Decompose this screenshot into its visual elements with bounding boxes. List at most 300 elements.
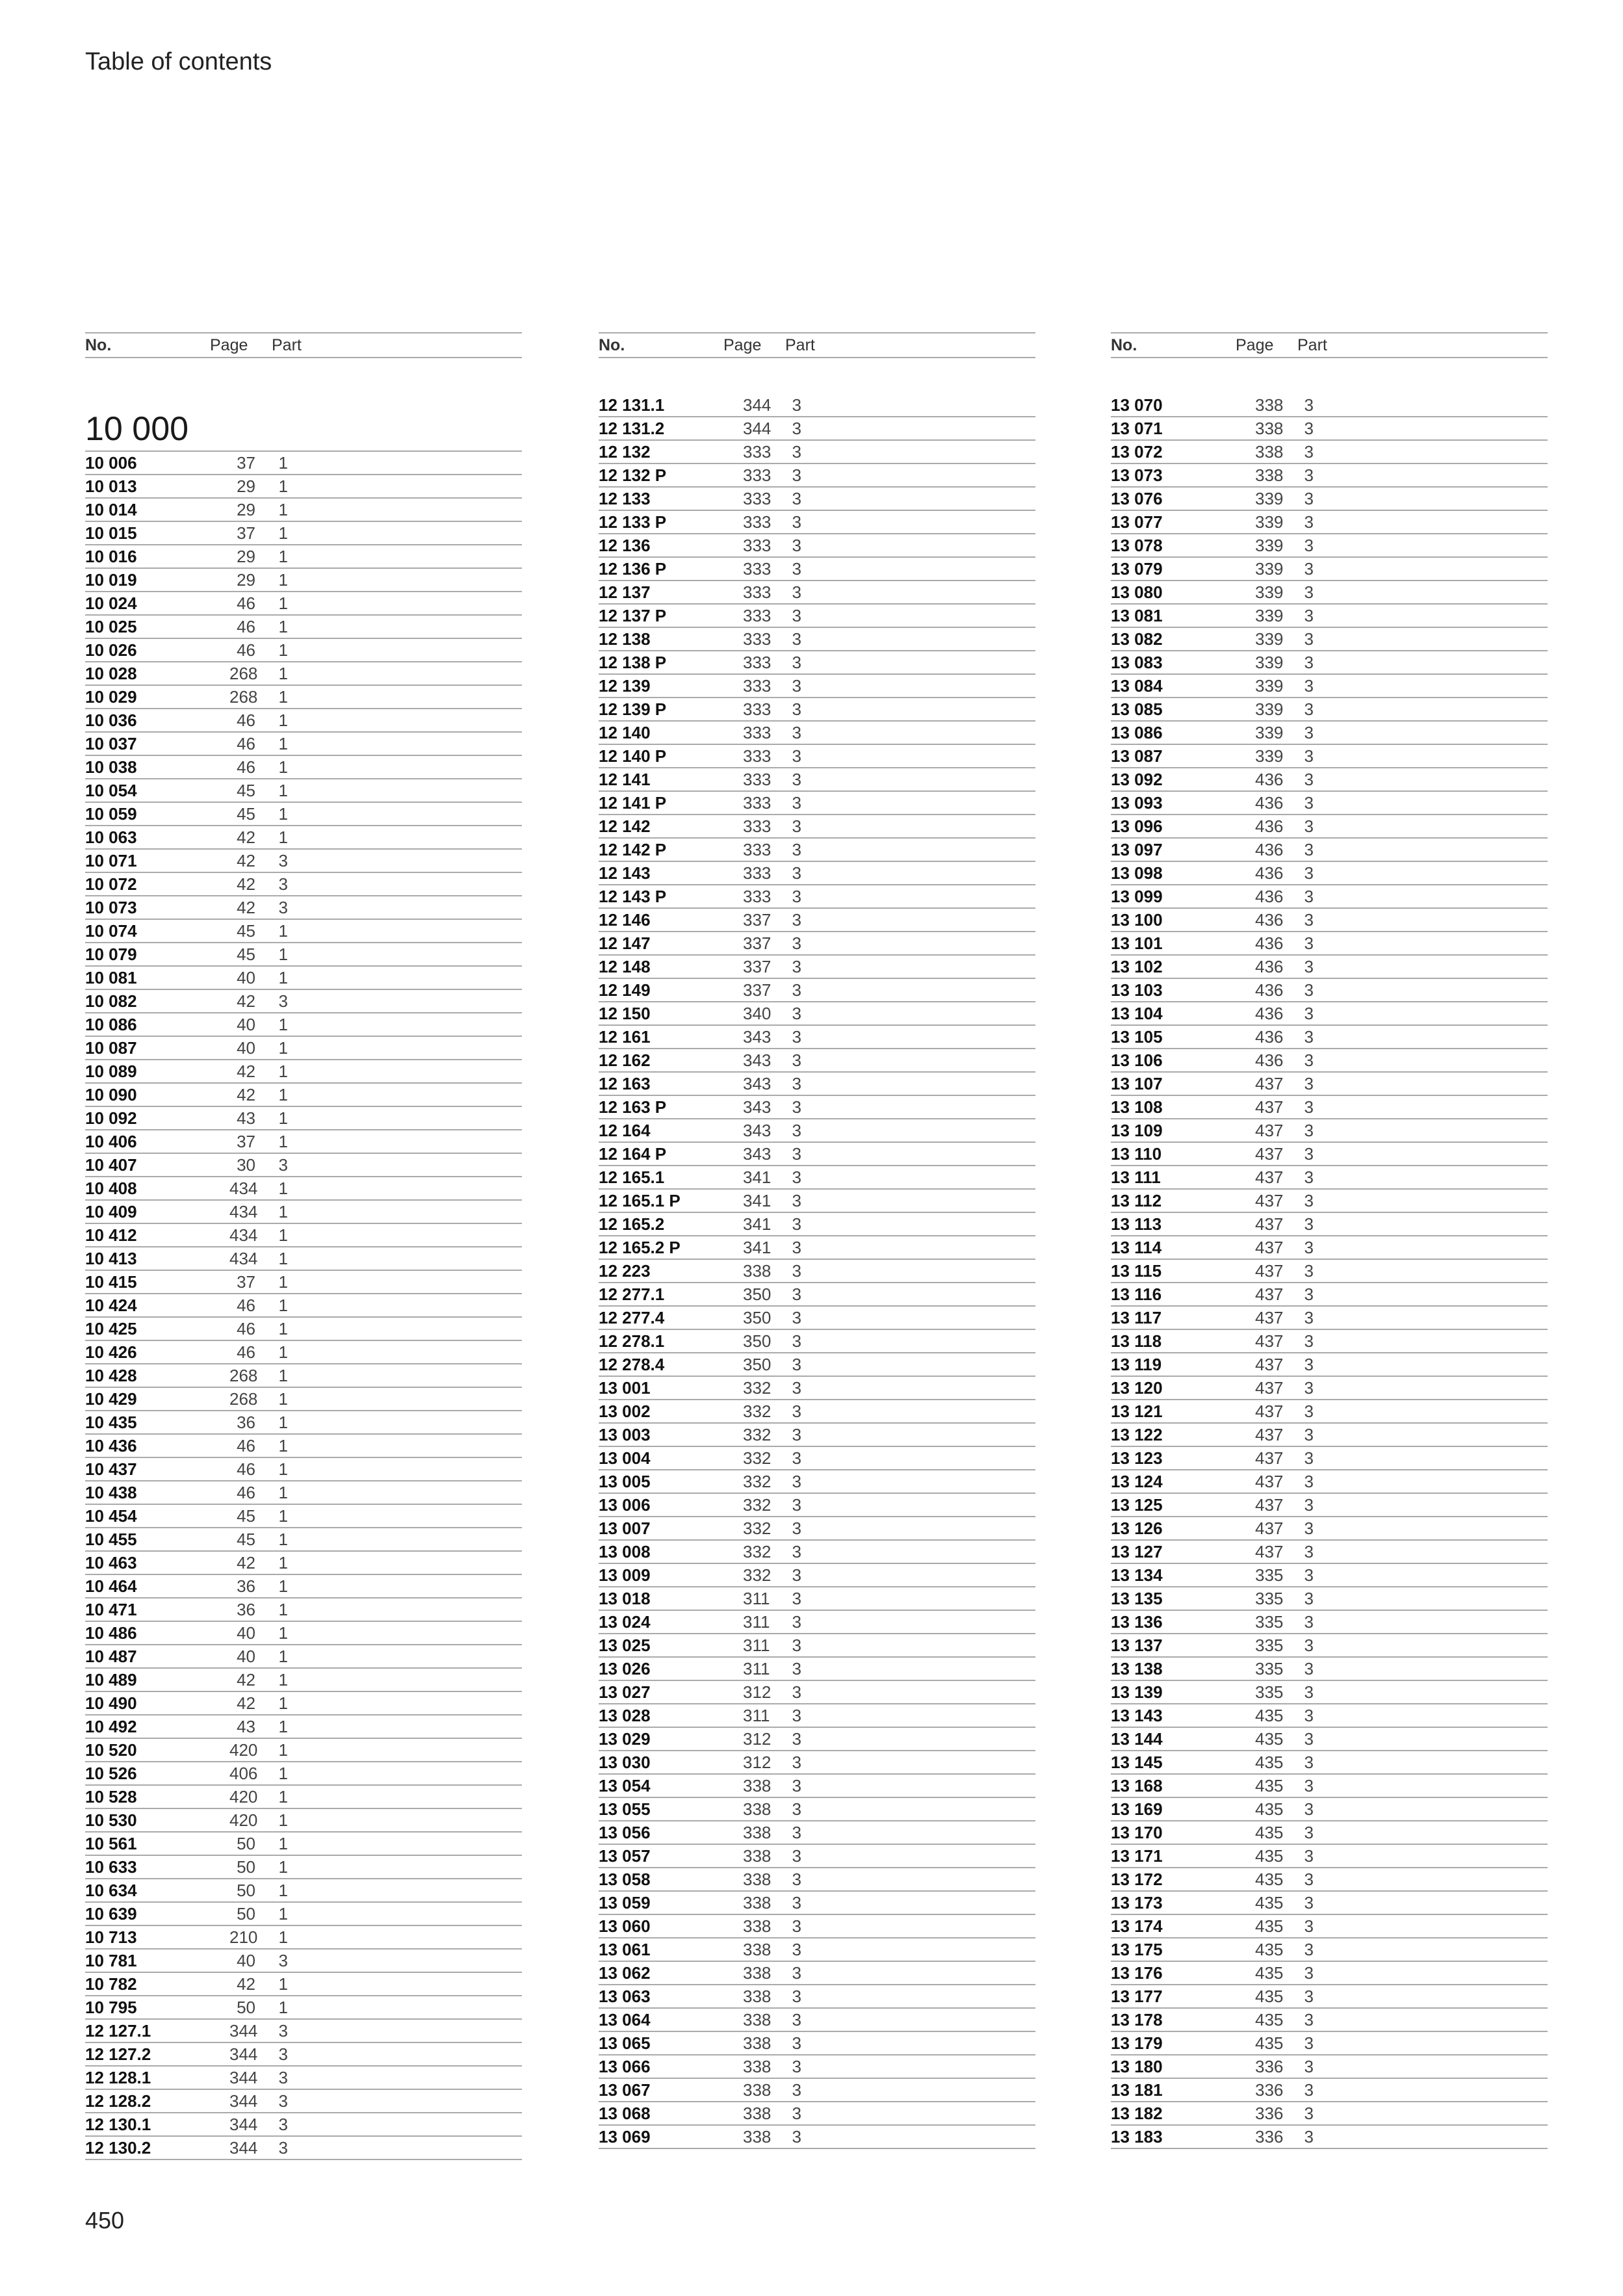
toc-row — [1111, 1424, 1548, 1447]
toc-row — [599, 2055, 1035, 2079]
toc-row — [85, 1318, 522, 1341]
toc-row — [85, 569, 522, 592]
item-number: 10 036 — [85, 710, 137, 730]
part-ref: 3 — [792, 1073, 801, 1093]
item-number: 12 131.2 — [599, 418, 665, 438]
part-ref: 3 — [1304, 558, 1314, 579]
item-number: 13 001 — [599, 1377, 651, 1398]
page-ref: 337 — [743, 909, 772, 930]
part-ref: 3 — [792, 1307, 801, 1327]
item-number: 10 006 — [85, 452, 137, 473]
item-number: 13 069 — [599, 2126, 651, 2146]
part-ref: 3 — [792, 1892, 801, 1912]
page-ref: 341 — [743, 1214, 772, 1234]
part-ref: 3 — [1304, 769, 1314, 789]
item-number: 10 412 — [85, 1225, 137, 1245]
page-ref: 344 — [229, 2114, 258, 2134]
page-ref: 436 — [1255, 816, 1284, 836]
header-page: Page — [210, 335, 248, 354]
item-number: 12 139 — [599, 675, 651, 696]
toc-row — [1111, 2032, 1548, 2055]
part-ref: 3 — [792, 395, 801, 415]
part-ref: 3 — [792, 1401, 801, 1421]
page-ref: 45 — [237, 1529, 255, 1549]
page-ref: 338 — [743, 2033, 772, 2053]
part-ref: 3 — [792, 1003, 801, 1023]
item-number: 13 006 — [599, 1494, 651, 1515]
item-number: 13 063 — [599, 1986, 651, 2006]
item-number: 13 007 — [599, 1518, 651, 1538]
page-ref: 332 — [743, 1377, 772, 1398]
item-number: 13 056 — [599, 1822, 651, 1842]
page-ref: 420 — [229, 1810, 258, 1830]
item-number: 13 125 — [1111, 1494, 1163, 1515]
page-ref: 343 — [743, 1026, 772, 1047]
toc-row — [599, 1775, 1035, 1798]
toc-row — [599, 1494, 1035, 1517]
part-ref: 3 — [792, 1963, 801, 1983]
part-ref: 1 — [278, 1037, 288, 1058]
part-ref: 3 — [792, 1377, 801, 1398]
toc-row — [85, 1435, 522, 1458]
item-number: 13 145 — [1111, 1752, 1163, 1772]
part-ref: 3 — [792, 465, 801, 485]
page-ref: 333 — [743, 441, 772, 462]
part-ref: 3 — [792, 1611, 801, 1632]
part-ref: 1 — [278, 780, 288, 800]
toc-row — [85, 1856, 522, 1879]
page-ref: 36 — [237, 1412, 255, 1432]
toc-row — [1111, 1190, 1548, 1213]
item-number: 10 037 — [85, 733, 137, 753]
item-number: 13 172 — [1111, 1869, 1163, 1889]
page-ref: 437 — [1255, 1307, 1284, 1327]
item-number: 12 278.4 — [599, 1354, 665, 1374]
item-number: 13 059 — [599, 1892, 651, 1912]
item-number: 13 009 — [599, 1565, 651, 1585]
toc-row — [599, 1143, 1035, 1166]
part-ref: 1 — [278, 1412, 288, 1432]
toc-row — [85, 920, 522, 943]
part-ref: 1 — [278, 1272, 288, 1292]
page-ref: 46 — [237, 640, 255, 660]
page-ref: 338 — [1255, 395, 1284, 415]
part-ref: 3 — [278, 2091, 288, 2111]
page-ref: 420 — [229, 1740, 258, 1760]
item-number: 13 122 — [1111, 1424, 1163, 1444]
toc-row — [85, 1084, 522, 1107]
part-ref: 1 — [278, 757, 288, 777]
part-ref: 3 — [1304, 395, 1314, 415]
toc-row — [599, 722, 1035, 745]
part-ref: 3 — [792, 1331, 801, 1351]
toc-row — [599, 1845, 1035, 1868]
toc-row — [599, 1236, 1035, 1260]
item-number: 10 029 — [85, 686, 137, 707]
part-ref: 3 — [792, 2080, 801, 2100]
page-ref: 333 — [743, 652, 772, 672]
toc-row — [1111, 628, 1548, 651]
toc-row — [1111, 1751, 1548, 1775]
part-ref: 3 — [1304, 1003, 1314, 1023]
item-number: 13 104 — [1111, 1003, 1163, 1023]
item-number: 12 132 — [599, 441, 651, 462]
item-number: 13 071 — [1111, 418, 1163, 438]
page-ref: 437 — [1255, 1518, 1284, 1538]
toc-row — [85, 1973, 522, 1996]
toc-row — [599, 1190, 1035, 1213]
part-ref: 1 — [278, 1506, 288, 1526]
part-ref: 3 — [1304, 1471, 1314, 1491]
part-ref: 3 — [1304, 1354, 1314, 1374]
item-number: 13 073 — [1111, 465, 1163, 485]
part-ref: 1 — [278, 569, 288, 590]
item-number: 10 090 — [85, 1084, 137, 1104]
toc-row — [85, 1411, 522, 1435]
page-ref: 46 — [237, 757, 255, 777]
part-ref: 3 — [1304, 1986, 1314, 2006]
part-ref: 1 — [278, 1716, 288, 1736]
page-ref: 45 — [237, 803, 255, 824]
toc-row — [85, 639, 522, 662]
page-ref: 312 — [743, 1729, 772, 1749]
item-number: 10 634 — [85, 1880, 137, 1900]
part-ref: 1 — [278, 1740, 288, 1760]
toc-row — [599, 2009, 1035, 2032]
item-number: 13 004 — [599, 1448, 651, 1468]
toc-row — [599, 1213, 1035, 1236]
item-number: 12 148 — [599, 956, 651, 976]
toc-row — [1111, 1353, 1548, 1377]
page-ref: 311 — [743, 1705, 770, 1725]
item-number: 12 142 P — [599, 839, 667, 859]
part-ref: 3 — [1304, 1260, 1314, 1281]
part-ref: 3 — [1304, 465, 1314, 485]
item-number: 13 003 — [599, 1424, 651, 1444]
toc-row — [85, 662, 522, 686]
toc-row — [85, 1739, 522, 1762]
item-number: 13 080 — [1111, 582, 1163, 602]
page-ref: 50 — [237, 1833, 255, 1853]
toc-row — [599, 1868, 1035, 1892]
page-ref: 42 — [237, 897, 255, 917]
page-ref: 37 — [237, 1272, 255, 1292]
toc-row — [85, 756, 522, 779]
part-ref: 3 — [792, 1565, 801, 1585]
toc-row — [1111, 1377, 1548, 1400]
toc-row — [85, 2020, 522, 2043]
page-ref: 268 — [229, 663, 258, 683]
page-ref: 338 — [743, 1986, 772, 2006]
part-ref: 3 — [1304, 1705, 1314, 1725]
part-ref: 3 — [1304, 909, 1314, 930]
toc-row — [85, 2090, 522, 2113]
page-ref: 339 — [1255, 605, 1284, 625]
toc-row — [599, 1377, 1035, 1400]
item-number: 10 081 — [85, 967, 137, 987]
part-ref: 1 — [278, 1084, 288, 1104]
item-number: 10 092 — [85, 1108, 137, 1128]
page-ref: 30 — [237, 1155, 255, 1175]
item-number: 13 124 — [1111, 1471, 1163, 1491]
toc-row — [85, 733, 522, 756]
toc-row — [85, 452, 522, 475]
toc-row — [1111, 605, 1548, 628]
part-ref: 1 — [278, 499, 288, 519]
toc-row — [1111, 1845, 1548, 1868]
toc-row — [1111, 1517, 1548, 1541]
item-number: 13 114 — [1111, 1237, 1162, 1257]
item-number: 12 139 P — [599, 699, 667, 719]
item-number: 13 008 — [599, 1541, 651, 1561]
page-title: Table of contents — [85, 48, 272, 75]
toc-row — [599, 1704, 1035, 1728]
page-ref: 40 — [237, 1950, 255, 1970]
header-no: No. — [599, 335, 625, 354]
toc-row — [85, 1177, 522, 1201]
toc-row — [1111, 1798, 1548, 1821]
item-number: 13 178 — [1111, 2009, 1163, 2029]
toc-row — [1111, 1470, 1548, 1494]
part-ref: 1 — [278, 1108, 288, 1128]
item-number: 12 128.2 — [85, 2091, 151, 2111]
item-number: 12 161 — [599, 1026, 651, 1047]
part-ref: 3 — [278, 2020, 288, 2041]
part-ref: 3 — [792, 2103, 801, 2123]
page-ref: 344 — [229, 2067, 258, 2087]
toc-row — [85, 2043, 522, 2067]
toc-row — [85, 499, 522, 522]
page-ref: 338 — [743, 2126, 772, 2146]
item-number: 13 139 — [1111, 1682, 1163, 1702]
part-ref: 1 — [278, 1131, 288, 1151]
item-number: 13 127 — [1111, 1541, 1163, 1561]
toc-row — [1111, 1915, 1548, 1938]
page-ref: 343 — [743, 1120, 772, 1140]
item-number: 10 054 — [85, 780, 137, 800]
part-ref: 3 — [792, 769, 801, 789]
item-number: 10 073 — [85, 897, 137, 917]
page-ref: 437 — [1255, 1143, 1284, 1164]
toc-row — [85, 1130, 522, 1154]
page-ref: 338 — [743, 1939, 772, 1959]
page-ref: 338 — [743, 1846, 772, 1866]
item-number: 12 127.1 — [85, 2020, 151, 2041]
item-number: 13 106 — [1111, 1050, 1163, 1070]
toc-row — [1111, 979, 1548, 1002]
toc-column-1 — [85, 332, 522, 2158]
toc-row — [85, 850, 522, 873]
part-ref: 1 — [278, 944, 288, 964]
item-number: 13 121 — [1111, 1401, 1163, 1421]
item-number: 10 038 — [85, 757, 137, 777]
part-ref: 1 — [278, 1225, 288, 1245]
part-ref: 3 — [792, 535, 801, 555]
part-ref: 1 — [278, 640, 288, 660]
page-ref: 434 — [229, 1225, 258, 1245]
page-ref: 435 — [1255, 1963, 1284, 1983]
item-number: 13 123 — [1111, 1448, 1163, 1468]
toc-row — [85, 1622, 522, 1645]
item-number: 12 164 — [599, 1120, 651, 1140]
page-ref: 210 — [229, 1927, 258, 1947]
page-ref: 436 — [1255, 1050, 1284, 1070]
part-ref: 1 — [278, 1552, 288, 1572]
page-ref: 46 — [237, 1482, 255, 1502]
page-ref: 343 — [743, 1143, 772, 1164]
toc-row — [599, 1798, 1035, 1821]
item-number: 10 424 — [85, 1295, 137, 1315]
toc-row — [599, 1962, 1035, 1985]
toc-row — [599, 1634, 1035, 1658]
page-ref: 434 — [229, 1201, 258, 1221]
toc-row — [85, 1950, 522, 1973]
toc-row — [1111, 1868, 1548, 1892]
page-ref: 437 — [1255, 1401, 1284, 1421]
part-ref: 3 — [1304, 839, 1314, 859]
page-ref: 335 — [1255, 1611, 1284, 1632]
item-number: 10 454 — [85, 1506, 137, 1526]
part-ref: 3 — [1304, 1752, 1314, 1772]
toc-row — [1111, 1938, 1548, 1962]
toc-row — [599, 417, 1035, 441]
toc-row — [85, 1645, 522, 1669]
item-number: 12 127.2 — [85, 2044, 151, 2064]
toc-row — [599, 839, 1035, 862]
item-number: 12 143 P — [599, 886, 667, 906]
page-ref: 332 — [743, 1448, 772, 1468]
toc-row — [1111, 1049, 1548, 1073]
item-number: 13 103 — [1111, 980, 1163, 1000]
page-ref: 435 — [1255, 2033, 1284, 2053]
part-ref: 1 — [278, 1927, 288, 1947]
toc-row — [599, 488, 1035, 511]
page-ref: 338 — [1255, 418, 1284, 438]
part-ref: 3 — [1304, 2126, 1314, 2146]
page-ref: 45 — [237, 920, 255, 941]
toc-row — [85, 873, 522, 896]
item-number: 13 110 — [1111, 1143, 1162, 1164]
part-ref: 3 — [1304, 792, 1314, 813]
part-ref: 3 — [792, 1448, 801, 1468]
toc-row — [599, 534, 1035, 558]
page-ref: 344 — [229, 2044, 258, 2064]
page-ref: 350 — [743, 1284, 772, 1304]
toc-row — [85, 1037, 522, 1060]
page-ref: 339 — [1255, 488, 1284, 508]
item-number: 12 165.2 P — [599, 1237, 681, 1257]
part-ref: 3 — [792, 1588, 801, 1608]
page-ref: 311 — [743, 1635, 770, 1655]
page-ref: 333 — [743, 886, 772, 906]
part-ref: 3 — [1304, 1588, 1314, 1608]
item-number: 13 174 — [1111, 1916, 1163, 1936]
page-ref: 45 — [237, 944, 255, 964]
page-ref: 437 — [1255, 1260, 1284, 1281]
page-ref: 333 — [743, 488, 772, 508]
part-ref: 3 — [1304, 1120, 1314, 1140]
page-ref: 335 — [1255, 1658, 1284, 1678]
part-ref: 1 — [278, 1435, 288, 1455]
toc-row — [85, 1926, 522, 1950]
item-number: 12 130.1 — [85, 2114, 151, 2134]
part-ref: 3 — [1304, 1331, 1314, 1351]
toc-row — [599, 1938, 1035, 1962]
toc-row — [85, 2113, 522, 2137]
toc-row — [599, 862, 1035, 885]
item-number: 13 072 — [1111, 441, 1163, 462]
part-ref: 3 — [1304, 535, 1314, 555]
page-ref: 341 — [743, 1167, 772, 1187]
part-ref: 3 — [1304, 441, 1314, 462]
page-ref: 339 — [1255, 699, 1284, 719]
part-ref: 3 — [278, 2137, 288, 2158]
page-ref: 40 — [237, 1037, 255, 1058]
toc-row — [1111, 768, 1548, 792]
part-ref: 3 — [792, 816, 801, 836]
part-ref: 3 — [1304, 1190, 1314, 1210]
part-ref: 3 — [1304, 2009, 1314, 2029]
toc-row — [1111, 1096, 1548, 1119]
part-ref: 1 — [278, 1482, 288, 1502]
page-ref: 43 — [237, 1108, 255, 1128]
item-number: 13 137 — [1111, 1635, 1163, 1655]
item-number: 10 471 — [85, 1599, 137, 1619]
part-ref: 3 — [1304, 746, 1314, 766]
page-ref: 436 — [1255, 839, 1284, 859]
page-ref: 333 — [743, 839, 772, 859]
toc-row — [1111, 1073, 1548, 1096]
page-ref: 29 — [237, 476, 255, 496]
page-ref: 435 — [1255, 1752, 1284, 1772]
item-number: 12 165.1 — [599, 1167, 665, 1187]
page-ref: 436 — [1255, 909, 1284, 930]
page-ref: 344 — [229, 2020, 258, 2041]
page-ref: 42 — [237, 1084, 255, 1104]
item-number: 10 425 — [85, 1318, 137, 1338]
part-ref: 1 — [278, 1389, 288, 1409]
part-ref: 1 — [278, 967, 288, 987]
page-ref: 437 — [1255, 1377, 1284, 1398]
toc-row — [85, 1786, 522, 1809]
part-ref: 3 — [792, 1494, 801, 1515]
item-number: 12 138 P — [599, 652, 667, 672]
toc-row — [85, 522, 522, 545]
item-number: 13 064 — [599, 2009, 651, 2029]
item-number: 10 530 — [85, 1810, 137, 1830]
part-ref: 3 — [792, 629, 801, 649]
page-ref: 435 — [1255, 1799, 1284, 1819]
page-ref: 341 — [743, 1190, 772, 1210]
toc-row — [1111, 932, 1548, 956]
part-ref: 3 — [792, 792, 801, 813]
part-ref: 3 — [792, 1541, 801, 1561]
part-ref: 1 — [278, 1014, 288, 1034]
toc-row — [85, 2067, 522, 2090]
part-ref: 3 — [792, 675, 801, 696]
item-number: 13 024 — [599, 1611, 651, 1632]
item-number: 10 082 — [85, 991, 137, 1011]
item-number: 10 426 — [85, 1342, 137, 1362]
toc-row — [85, 1669, 522, 1692]
toc-row — [599, 1424, 1035, 1447]
toc-row — [85, 1528, 522, 1552]
page-ref: 46 — [237, 616, 255, 636]
item-number: 13 100 — [1111, 909, 1163, 930]
toc-row — [85, 1154, 522, 1177]
toc-row — [599, 956, 1035, 979]
part-ref: 1 — [278, 1880, 288, 1900]
